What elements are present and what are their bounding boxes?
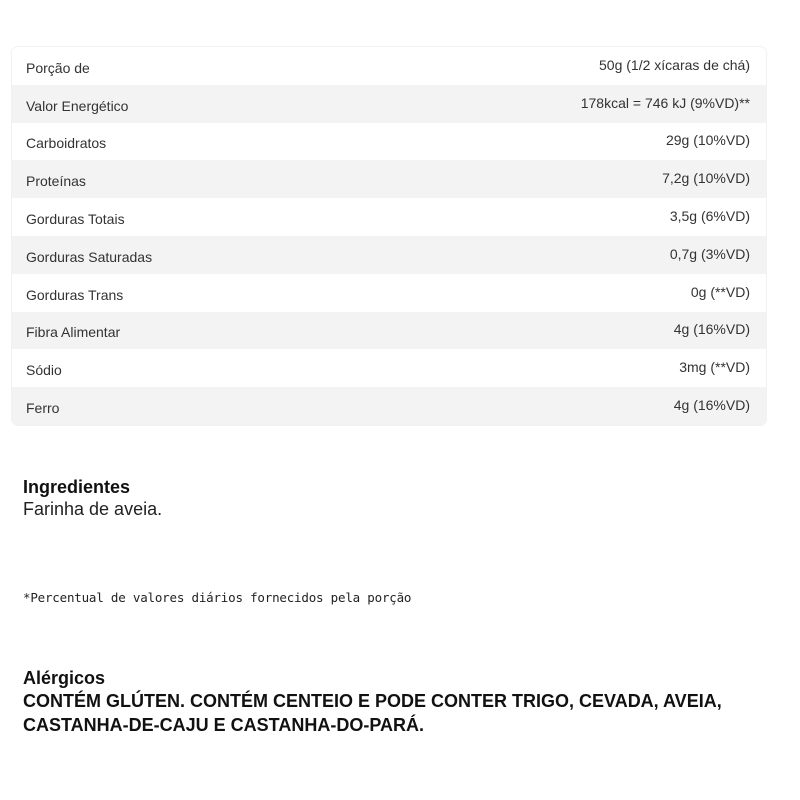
nutrient-label: Gorduras Trans — [26, 286, 124, 303]
nutrient-label: Valor Energético — [26, 97, 129, 114]
nutrient-value: 3mg (**VD) — [679, 359, 750, 376]
ingredients-section — [23, 476, 162, 520]
nutrient-label: Proteínas — [26, 173, 86, 190]
nutrient-label: Carboidratos — [26, 135, 107, 152]
nutrient-value: 29g (10%VD) — [665, 132, 750, 149]
nutrient-label: Sódio — [26, 362, 62, 379]
nutrition-row-carbs — [12, 123, 766, 161]
nutrient-value: 0g (**VD) — [690, 283, 750, 300]
nutrient-value: 0,7g (3%VD) — [669, 245, 750, 262]
nutrition-row-saturated-fat — [12, 236, 766, 274]
nutrient-value: 3,5g (6%VD) — [669, 208, 750, 225]
allergens-heading: Alérgicos — [23, 668, 106, 688]
nutrition-row-fiber — [12, 312, 766, 350]
daily-value-footnote: *Percentual de valores diários fornecidos pela porção — [23, 590, 412, 605]
nutrient-label: Gorduras Saturadas — [26, 248, 153, 265]
nutrition-row-sodium — [12, 349, 766, 387]
ingredients-text: Farinha de aveia. — [23, 499, 163, 519]
nutrient-label: Porção de — [26, 59, 90, 76]
nutrient-value: 7,2g (10%VD) — [662, 170, 750, 187]
nutrition-row-energy — [12, 85, 766, 123]
allergens-section — [23, 667, 783, 737]
allergens-text-line-2: CASTANHA-DE-CAJU E CASTANHA-DO-PARÁ. — [23, 715, 424, 735]
nutrient-value: 50g (1/2 xícaras de chá) — [599, 56, 750, 73]
nutrition-row-serving — [12, 47, 766, 85]
nutrient-value: 4g (16%VD) — [673, 397, 750, 414]
nutrition-row-iron — [12, 387, 766, 425]
nutrition-table — [12, 47, 766, 425]
nutrition-row-protein — [12, 160, 766, 198]
allergens-text-line-1: CONTÉM GLÚTEN. CONTÉM CENTEIO E PODE CONTER TRIGO, CEVADA, AVEIA, — [23, 691, 722, 711]
nutrient-value: 178kcal = 746 kJ (9%VD)** — [580, 94, 750, 111]
nutrition-row-trans-fat — [12, 274, 766, 312]
ingredients-heading: Ingredientes — [23, 477, 131, 497]
nutrient-label: Fibra Alimentar — [26, 324, 121, 341]
nutrition-row-total-fat — [12, 198, 766, 236]
nutrient-label: Gorduras Totais — [26, 211, 125, 228]
nutrient-label: Ferro — [26, 400, 60, 417]
nutrient-value: 4g (16%VD) — [673, 321, 750, 338]
